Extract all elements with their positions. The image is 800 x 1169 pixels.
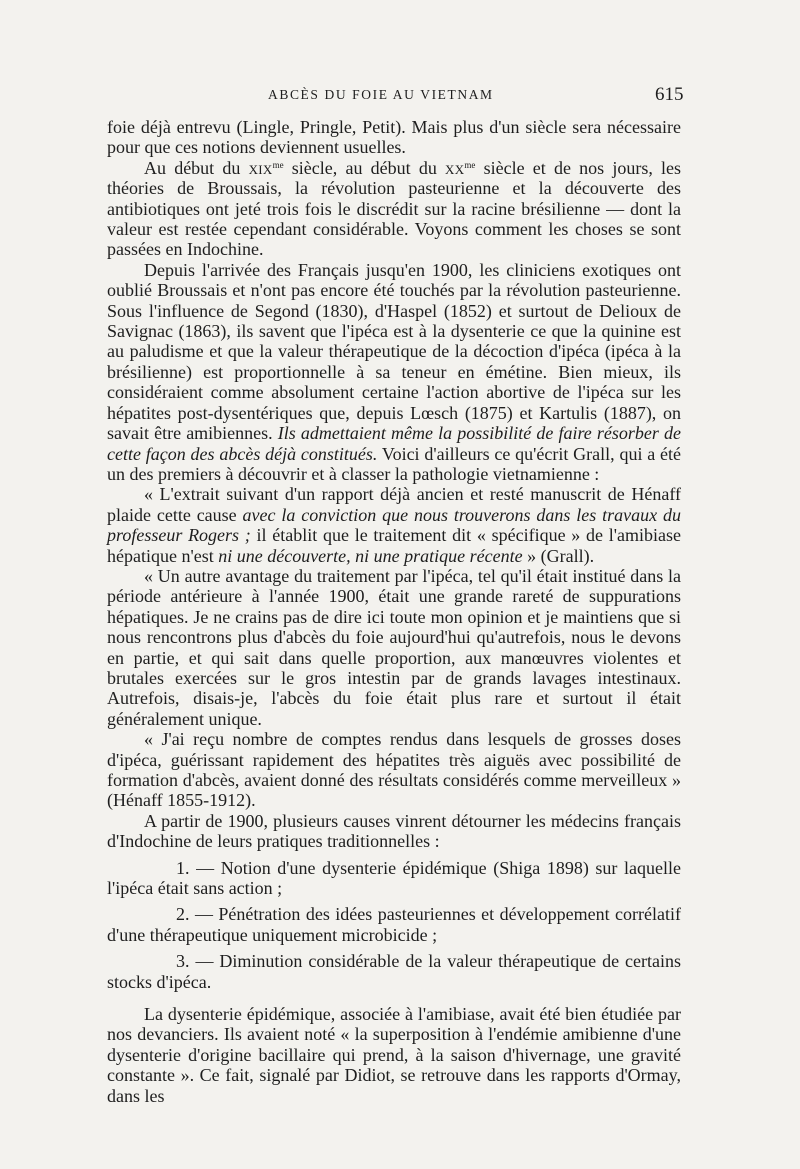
text-run: siècle, au début du (291, 157, 437, 178)
paragraph-indochine (107, 260, 681, 484)
list-item-3: 3. — Diminution considérable de la valeur thérapeutique de certains stocks d'ipéca. (107, 951, 681, 992)
body-text (107, 117, 681, 1106)
paragraph-continued: foie déjà entrevu (Lingle, Pringle, Petit). Mais plus d'un siècle sera nécessaire pour que ces notions deviennent usuelles. (107, 117, 681, 158)
text-run: siècle et de nos jours, les théories de Broussais, la révolution pasteurienne et la découverte des antibiotiques ont jeté trois fois le discrédit sur la racine brésilienne — dont la valeur est restée cependant considérable. Voyons comment les choses se sont passées en Indochine. (107, 157, 682, 260)
italic-emphasis: avec la conviction que nous trouverons dans les travaux du professeur Rogers ; (107, 504, 681, 546)
text-run: « L'extrait suivant d'un rapport déjà ancien et resté manuscrit de Hénaff plaide cette cause (107, 484, 681, 525)
list-item-2: 2. — Pénétration des idées pasteuriennes et développement corrélatif d'une thérapeutique uniquement microbicide ; (107, 904, 681, 945)
running-head: ABCÈS DU FOIE AU VIETNAM (268, 87, 494, 102)
text-run: Voici d'ailleurs ce qu'écrit Grall, qui a été un des premiers à découvrir et à classer la pathologie vietnamienne : (107, 443, 682, 484)
quote-henaff-2: « Un autre avantage du traitement par l'ipéca, tel qu'il était institué dans la période antérieure à l'année 1900, était une grande rareté de suppurations hépatiques. Je ne crains pas de dire ici toute mon opinion et je maintiens que si nous rencontrons plus d'abcès du foie aujourd'hui qu'autrefois, nous le devons en partie, et qui sait dans quelle proportion, aux manœuvres violentes et brutales exercées sur le gros intestin par de grands lavages intestinaux. Autrefois, disais-je, l'abcès du foie était plus rare et surtout il était généralement unique. (107, 565, 681, 729)
century-xx-suffix: me (464, 159, 476, 170)
paragraph-causes-intro: A partir de 1900, plusieurs causes vinrent détourner les médecins français d'Indochine de leurs pratiques traditionnelles : (107, 810, 681, 852)
paragraph-theories (107, 158, 681, 260)
text-run: il établit que le traitement dit « spécifique » de l'amibiase hépatique n'est (107, 525, 681, 566)
quote-henaff-3: « J'ai reçu nombre de comptes rendus dans lesquels de grosses doses d'ipéca, guérissant rapidement des hépatites très aiguës avec possibilité de formation d'abcès, avaient donné des résultats considérés comme merveilleux » (Hénaff 1855-1912). (107, 729, 681, 811)
century-xix-suffix: me (272, 159, 284, 170)
century-xx: xx (445, 157, 465, 178)
text-run: » (Grall). (527, 545, 595, 566)
century-xix: xix (248, 157, 273, 178)
text-run: Au début du (144, 157, 241, 178)
text-run: Depuis l'arrivée des Français jusqu'en 1900, les cliniciens exotiques ont oublié Broussais et n'ont pas encore été touchés par la révolution pasteurienne. Sous l'influence de Segond (1830), d'Haspel (1852) et surtout de Delioux de Savignac (1863), ils savent que l'ipéca est à la dysenterie ce que la quinine est au paludisme et que la valeur thérapeutique de la décoction d'ipéca (ipéca à la brésilienne) est proportionnelle à sa teneur en émétine. Bien mieux, ils considéraient comme absolument certaine l'action abortive de l'ipéca sur les hépatites post-dysentériques que, depuis Lœsch (1875) et Kartulis (1887), on savait être amibiennes. (107, 259, 681, 444)
italic-emphasis: Ils admettaient même la possibilité de faire résorber de cette façon des abcès déjà constitués. (107, 423, 681, 464)
page-number: 615 (655, 84, 684, 105)
quote-henaff-1 (107, 484, 681, 566)
list-item-1: 1. — Notion d'une dysenterie épidémique (Shiga 1898) sur laquelle l'ipéca était sans action ; (107, 857, 681, 899)
page-header (0, 84, 800, 108)
italic-emphasis: ni une découverte, ni une pratique récente (218, 545, 523, 566)
paragraph-dysenterie: La dysenterie épidémique, associée à l'amibiase, avait été bien étudiée par nos devanciers. Ils avaient noté « la superposition à l'endémie amibienne d'une dysenterie d'origine bacillaire qui prend, à la saison d'hivernage, une gravité constante ». Ce fait, signalé par Didiot, se retrouve dans les rapports d'Ormay, dans les (107, 1004, 681, 1106)
